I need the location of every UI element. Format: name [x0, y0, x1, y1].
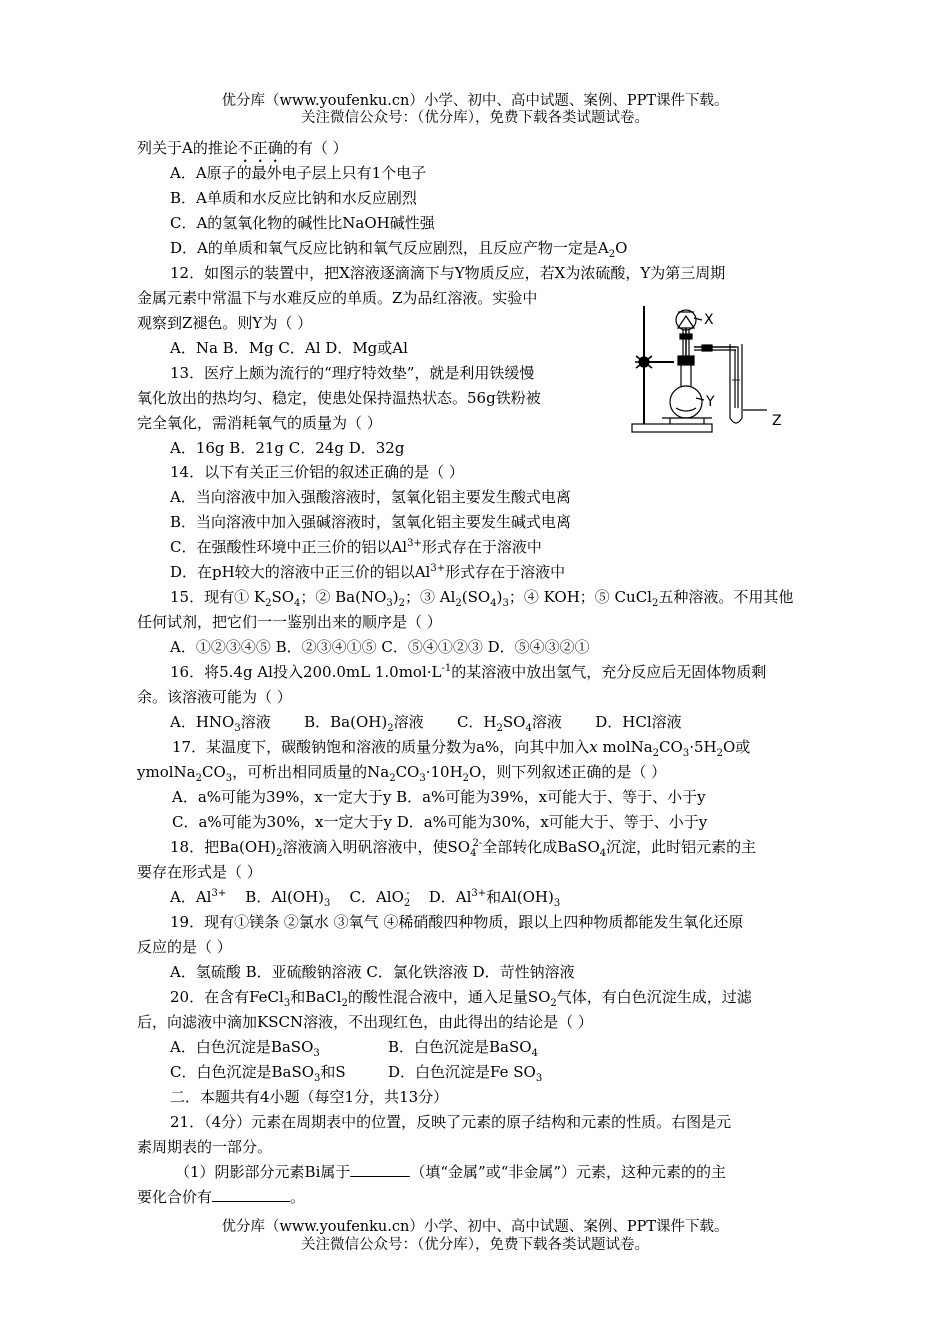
q14-option-d: D．在pH较大的溶液中正三价的铝以$Al^{3+}$形式存在于溶液中 [170, 563, 566, 581]
q11-option-c: C．A的氢氧化物的碱性比NaOH碱性强 [170, 214, 435, 232]
q14-option-b: B．当向溶液中加入强碱溶液时，氢氧化铝主要发生碱式电离 [170, 513, 572, 531]
q11-option-a: A．A原子的最外电子层上只有1个电子 [170, 164, 427, 182]
apparatus-figure [622, 300, 817, 440]
q21-sub1-line-1: （1）阴影部分元素Bi属于 （填“金属”或“非金属”）元素，这种元素的的主 [175, 1163, 727, 1181]
q11-option-b: B．A单质和水反应比钠和水反应剧烈 [170, 189, 417, 207]
q17-line-2: $ymolNa_2CO_3$，可析出相同质量的$Na_2CO_3\cdot 10H_2O$，则下列叙述正确的是（ ） [137, 763, 667, 784]
q14-option-c: C．在强酸性环境中正三价的铝以$Al^{3+}$形式存在于溶液中 [170, 538, 542, 556]
q12-line-3: 观察到Z褪色。则Y为（ ） [137, 314, 313, 332]
q17-line-1: 17．某温度下，碳酸钠饱和溶液的质量分数为a%，向其中加入x $molNa_2CO_3\cdot 5H_2O$或 [172, 738, 751, 759]
q13-options: A．16g B．21g C．24g D．32g [170, 439, 405, 457]
answer-blank-1[interactable] [350, 1162, 410, 1177]
q12-options: A．Na B．Mg C．Al D．Mg或Al [170, 339, 408, 357]
answer-blank-2[interactable] [212, 1187, 290, 1202]
q11-option-d: D．A的单质和氧气反应比钠和氧气反应剧烈，且反应产物一定是$A_2O$ [170, 239, 628, 260]
q15-line-2: 任何试剂，把它们一一鉴别出来的顺序是（ ） [137, 613, 442, 631]
label-z: Z [772, 413, 782, 429]
q13-line-1: 13．医疗上颇为流行的“理疗特效垫”，就是利用铁缓慢 [170, 364, 535, 382]
q11-stem: 列关于A的推论不正确的有（ ） [137, 139, 348, 157]
header-line-2: 关注微信公众号：（优分库），免费下载各类试题试卷。 [301, 110, 649, 126]
q20-line-2: 后，向滤液中滴加KSCN溶液，不出现红色，由此得出的结论是（ ） [137, 1013, 593, 1031]
q16-options: A．$HNO_3$溶液 B．$Ba(OH)_2$溶液 C．$H_2SO_4$溶液 D．HCl溶液 [170, 713, 682, 734]
q19-options: A．氢硫酸 B．亚硫酸钠溶液 C．氯化铁溶液 D．苛性钠溶液 [170, 963, 575, 981]
q16-line-1: 16．将5.4g Al投入200.0mL $1.0mol\cdot L^{-1}$的某溶液中放出氢气，充分反应后无固体物质剩 [170, 663, 767, 681]
q20-option-a: A．白色沉淀是BaSO$_3$ [170, 1038, 320, 1059]
q14-stem: 14．以下有关正三价铝的叙述正确的是（ ） [170, 463, 464, 481]
label-x: X [704, 312, 714, 328]
q21-line-1: 21．（4分）元素在周期表中的位置，反映了元素的原子结构和元素的性质。右图是元 [170, 1113, 732, 1131]
q14-option-a: A．当向溶液中加入强酸溶液时，氢氧化铝主要发生酸式电离 [170, 488, 571, 506]
q18-line-2: 要存在形式是（ ） [137, 863, 262, 881]
q15-line-1: 15．现有① $K_2SO_4$；② $Ba(NO_3)_2$；③ $Al_2(SO_4)_3$；④ KOH；⑤ CuCl$_2$五种溶液。不用其他 [170, 588, 794, 609]
q20-option-d: D．白色沉淀是Fe $SO_3$ [388, 1063, 543, 1084]
test-tube [730, 344, 742, 423]
footer-line-2: 关注微信公众号：（优分库），免费下载各类试题试卷。 [301, 1237, 649, 1253]
q13-line-3: 完全氧化，需消耗氧气的质量为（ ） [137, 414, 382, 432]
q19-line-1: 19．现有①镁条 ②氯水 ③氧气 ④稀硝酸四种物质，跟以上四种物质都能发生氧化还原 [170, 913, 744, 931]
q20-option-b: B．白色沉淀是BaSO$_4$ [388, 1038, 538, 1059]
q13-line-2: 氧化放出的热均匀、稳定，使患处保持温热状态。56g铁粉被 [137, 389, 541, 407]
q18-line-1: 18．把$Ba(OH)_2$溶液滴入明矾溶液中，使$SO_4^{2-}$全部转化成BaSO$_4$沉淀，此时铝元素的主 [170, 838, 757, 859]
section-2-heading: 二．本题共有4小题（每空1分，共13分） [170, 1088, 449, 1106]
q15-options: A．①②③④⑤ B．②③④①⑤ C．⑤④①②③ D．⑤④③②① [170, 638, 590, 656]
q12-line-2: 金属元素中常温下与水难反应的单质。Z为品红溶液。实验中 [137, 289, 538, 307]
q18-options: A．$Al^{3+}$ B．$Al(OH)_3$ C．AlO$_2$- D．$Al^{3+}$和$Al(OH)_3$ [170, 888, 561, 909]
q17-options-cd: C．a%可能为30%，x一定大于y D．a%可能为30%，x可能大于、等于、小于y [172, 813, 708, 831]
q21-sub1-line-2: 要化合价有 。 [137, 1188, 306, 1206]
q19-line-2: 反应的是（ ） [137, 938, 232, 956]
label-y: Y [706, 394, 715, 410]
round-flask [670, 386, 702, 418]
q20-option-c: C．白色沉淀是BaSO$_3$和S [170, 1063, 346, 1084]
q17-options-ab: A．a%可能为39%，x一定大于y B．a%可能为39%，x可能大于、等于、小于y [172, 788, 706, 806]
q16-line-2: 余。该溶液可能为（ ） [137, 688, 292, 706]
header-line-1: 优分库（www.youfenku.cn）小学、初中、高中试题、案例、PPT课件下载。 [221, 93, 729, 109]
q12-line-1: 12．如图示的装置中，把X溶液逐滴滴下与Y物质反应，若X为浓硫酸，Y为第三周期 [170, 264, 726, 282]
stand-base [632, 424, 712, 432]
footer-line-1: 优分库（www.youfenku.cn）小学、初中、高中试题、案例、PPT课件下载。 [221, 1219, 729, 1235]
q20-line-1: 20．在含有FeCl$_3$和BaCl$_2$的酸性混合液中，通入足量$SO_2$气体，有白色沉淀生成，过滤 [170, 988, 752, 1009]
q21-line-2: 素周期表的一部分。 [137, 1138, 273, 1156]
